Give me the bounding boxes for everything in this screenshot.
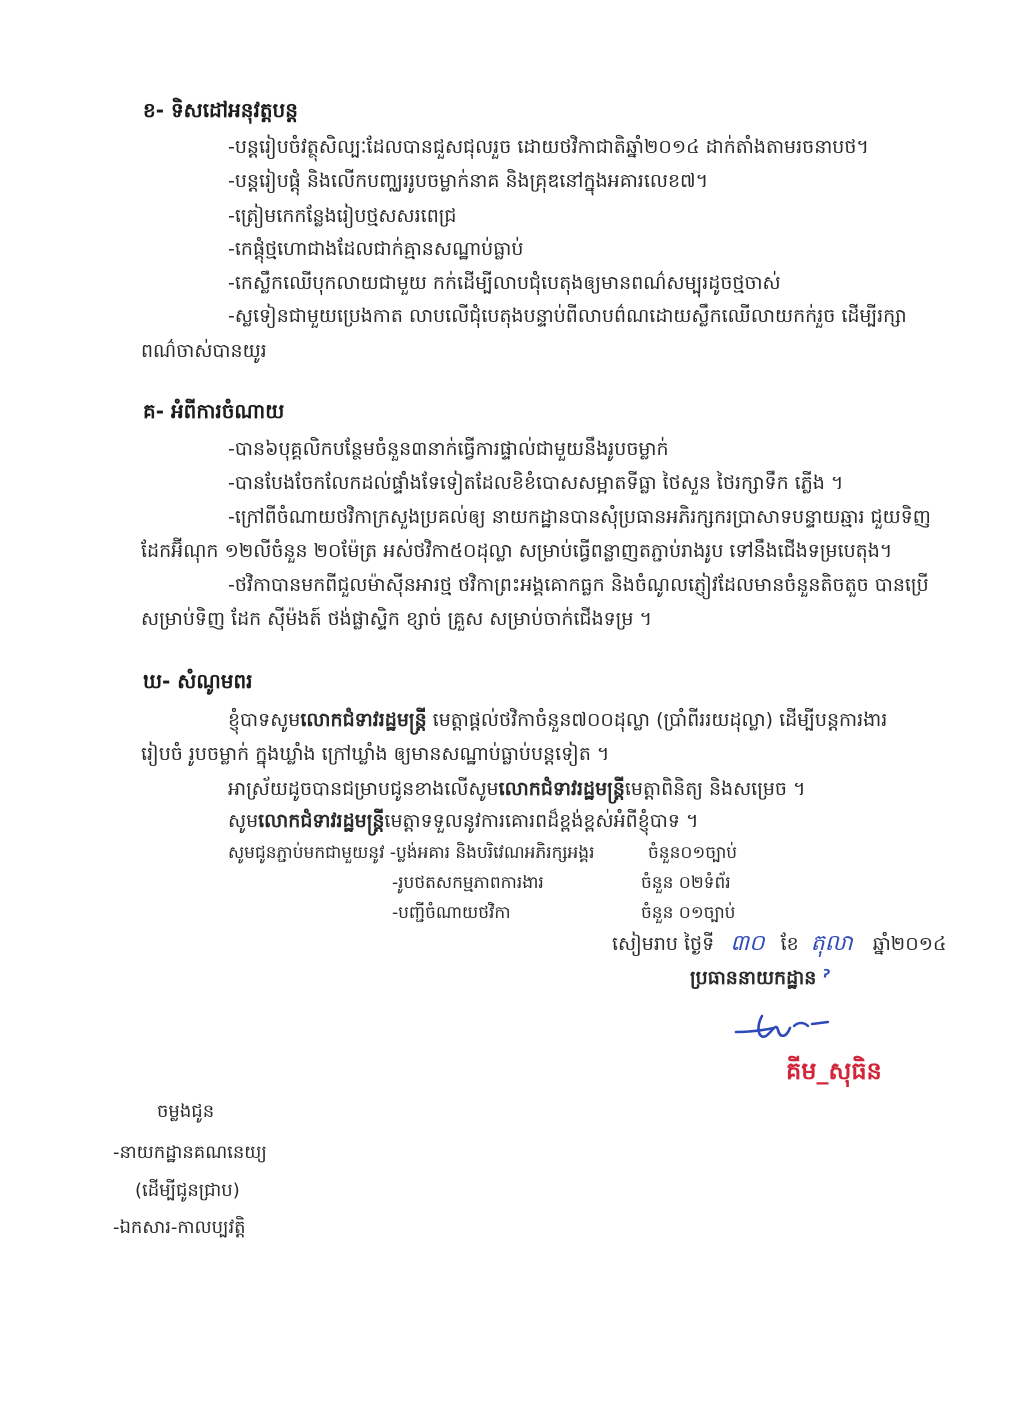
review-text-pre: អាស្រ័យដូចបានជម្រាបជូនខាងលើសូម: [228, 778, 499, 800]
minister-title: លោកជំទាវរដ្ឋមន្ត្រី: [258, 810, 385, 832]
minister-title: លោកជំទាវរដ្ឋមន្ត្រី: [498, 778, 625, 800]
request-text-post: មេត្តាផ្តល់ថវិកាចំនួន៧០០ដុល្លា (ប្រាំពីររយដុល្លា) ដើម្បីបន្តការងារ: [426, 709, 888, 731]
respect-text-post: មេត្តាទទួលនូវការគោរពដ៏ខ្ពង់ខ្ពស់អំពីខ្ញុំបាទ ។: [384, 810, 699, 832]
cc-item-note: (ដើម្បីជូនជ្រាប): [135, 1180, 240, 1201]
review-paragraph: [228, 772, 806, 806]
section-kha-item: -កេផ្តុំថ្មហោជាងដែលជាក់គ្មានសណ្ឋាប់ធ្លាប់: [228, 238, 524, 260]
section-kha-item: -កេស្លឹកឈើបុកលាយជាមួយ កក់ដើម្បីលាបជុំបេតុងឲ្យមានពណ៌សម្បុរដូចថ្មចាស់: [228, 272, 781, 294]
section-ko-item: -ថវិកាបានមកពីជួលម៉ាស៊ីនអារថ្ម ថវិកាព្រះអង្គគោកធ្លក និងចំណូលភ្ញៀវដែលមានចំនួនតិចតួច បានប្រើ: [228, 574, 929, 596]
signatory-title: [690, 965, 829, 994]
attachment-label: -រូបថតសកម្មភាពការងារ: [392, 873, 544, 893]
section-ko-item-continued: សម្រាប់ទិញ ដែក ស៊ីម៉ងត៍ ថង់ផ្លាស្ទិក ខ្សាច់ គ្រួស សម្រាប់ចាក់ជើងទម្រ ។: [141, 608, 652, 630]
request-text-pre: ខ្ញុំបាទសូម: [228, 709, 301, 731]
date-year: ឆ្នាំ២០១៤: [872, 933, 947, 955]
minister-title: លោកជំទាវរដ្ឋមន្ត្រី: [300, 709, 427, 731]
date-month-prefix: ខែ: [780, 933, 799, 955]
section-kha-item: -ត្រៀមកេកន្លែងរៀបថ្មសសរពេជ្រ: [228, 205, 457, 227]
date-line: [612, 927, 946, 961]
section-kha-item-continued: ពណ៌ចាស់បានយូរ: [141, 340, 267, 362]
section-kha-item: -ស្លទៀនជាមួយប្រេងកាត លាបលើជុំបេតុងបន្ទាប់ពីលាបព៌ណដោយស្លឹកឈើលាយកក់រួច ដើម្បីរក្សា: [228, 305, 907, 327]
section-ko-item-continued: ដែកអ៊ីណុក ១២លីចំនួន ២០ម៉ែត្រ អស់ថវិកា៥០ដុល្លា សម្រាប់ធ្វើពន្លាញតភ្ជាប់រាងរូប ទៅនឹងជើងទម្របេតុង។: [141, 540, 893, 562]
date-month: តុលា: [810, 931, 853, 956]
section-kha-heading: ខ- ទិសដៅអនុវត្តបន្ត: [143, 98, 298, 122]
attachment-label: -បញ្ជីចំណាយថវិកា: [392, 903, 511, 923]
cc-title: ចម្លងជូន: [157, 1101, 215, 1122]
date-day: ៣០: [730, 931, 765, 956]
section-ko-item: -បាន៦បុគ្គលិកបន្ថែមចំនួន៣នាក់ធ្វើការផ្ទាល់ជាមួយនឹងរូបចម្លាក់: [228, 438, 669, 460]
cc-item: -នាយកដ្ឋានគណនេយ្យ: [113, 1142, 267, 1163]
section-kha-item: -បន្តរៀបចំវត្ថុសិល្បៈដែលបានជួសជុលរួច ដោយថវិកាជាតិឆ្នាំ២០១៤ ដាក់តាំងតាមរចនាបថ។: [228, 136, 869, 158]
handwritten-signature: [728, 1008, 838, 1053]
attachment-count: ចំនួន ០២ទំព័រ: [641, 873, 731, 893]
attachment-count: ចំនួន ០១ច្បាប់: [641, 903, 736, 923]
section-kho-heading: ឃ- សំណូមពរ: [143, 669, 253, 693]
date-prefix: សៀមរាប ថ្ងៃទី: [612, 933, 715, 955]
request-paragraph-continued: រៀបចំ រូបចម្លាក់ ក្នុងឃ្លាំង ក្រៅឃ្លាំង ឲ្យមានសណ្ឋាប់ធ្លាប់បន្តទៀត ។: [141, 743, 610, 765]
section-kha-item: -បន្តរៀបផ្តុំ និងលើកបញ្ឈររូបចម្លាក់នាគ និងគ្រុឌនៅក្នុងអគារលេខ៧។: [228, 170, 709, 192]
cc-item: -ឯកសារ-កាលប្បវត្តិ: [113, 1217, 246, 1238]
respect-paragraph: [228, 804, 698, 838]
section-ko-item: -ក្រៅពីចំណាយថវិកាក្រសួងប្រគល់ឲ្យ នាយកដ្ឋានបានសុំប្រធានអភិរក្សករប្រាសាទបន្ទាយឆ្មារ ជួយទិញ: [228, 506, 931, 528]
review-text-post: មេត្តាពិនិត្យ និងសម្រេច ។: [624, 778, 806, 800]
section-ko-item: -បានបែងចែកលែកដល់ផ្ទាំងទែទៀតដែលខិខំបោសសម្អាតទីធ្លា ថៃសួន ថៃរក្សាទឹក ភ្លើង ។: [228, 472, 844, 494]
attachment-count: ចំនួន០១ច្បាប់: [648, 843, 738, 863]
attachments-intro: សូមជូនភ្ជាប់មកជាមួយនូវ -ប្លង់អគារ និងបរិវេណអភិរក្សអង្គរ: [228, 843, 595, 863]
signatory-title-text: ប្រធាននាយកដ្ឋាន: [690, 967, 817, 989]
section-ko-heading: គ- អំពីការចំណាយ: [143, 399, 285, 423]
initial-mark-icon: ˀ: [822, 965, 830, 989]
respect-text-pre: សូម: [228, 810, 259, 832]
request-paragraph: [228, 703, 887, 737]
signatory-name: គីម_សុធិន: [786, 1057, 882, 1085]
